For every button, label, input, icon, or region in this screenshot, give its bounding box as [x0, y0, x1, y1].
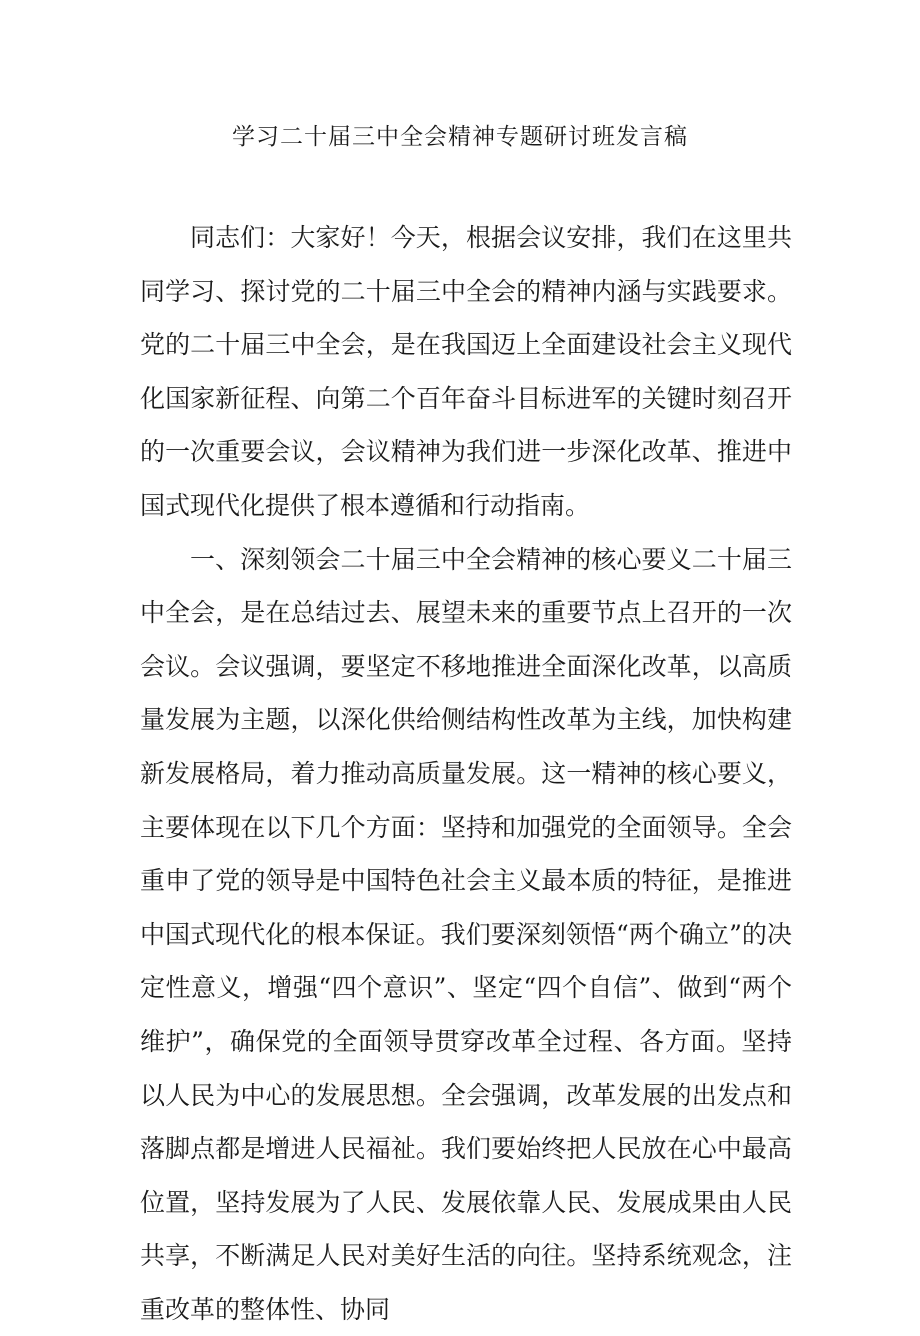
paragraph-greeting: 同志们：大家好！今天，根据会议安排，我们在这里共同学习、探讨党的二十届三中全会的精神内涵与实践要求。党的二十届三中全会，是在我国迈上全面建设社会主义现代化国家新征程、向第二个百年奋斗目标进军的关键时刻召开的一次重要会议，会议精神为我们进一步深化改革、推进中国式现代化提供了根本遵循和行动指南。 [140, 223, 792, 520]
paragraph-section-one: 一、深刻领会二十届三中全会精神的核心要义二十届三中全会，是在总结过去、展望未来的重要节点上召开的一次会议。会议强调，要坚定不移地推进全面深化改革，以高质量发展为主题，以深化供给侧结构性改革为主线，加快构建新发展格局，着力推动高质量发展。这一精神的核心要义，主要体现在以下几个方面：坚持和加强党的全面领导。全会重申了党的领导是中国特色社会主义最本质的特征，是推进中国式现代化的根本保证。我们要深刻领悟“两个确立”的决定性意义，增强“四个意识”、坚定“四个自信”、做到“两个维护”，确保党的全面领导贯穿改革全过程、各方面。坚持以人民为中心的发展思想。全会强调，改革发展的出发点和落脚点都是增进人民福祉。我们要始终把人民放在心中最高位置，坚持发展为了人民、发展依靠人民、发展成果由人民共享，不断满足人民对美好生活的向往。坚持系统观念，注重改革的整体性、协同 [140, 544, 792, 1324]
document-title: 学习二十届三中全会精神专题研讨班发言稿 [232, 124, 688, 150]
document-body [140, 211, 792, 1336]
